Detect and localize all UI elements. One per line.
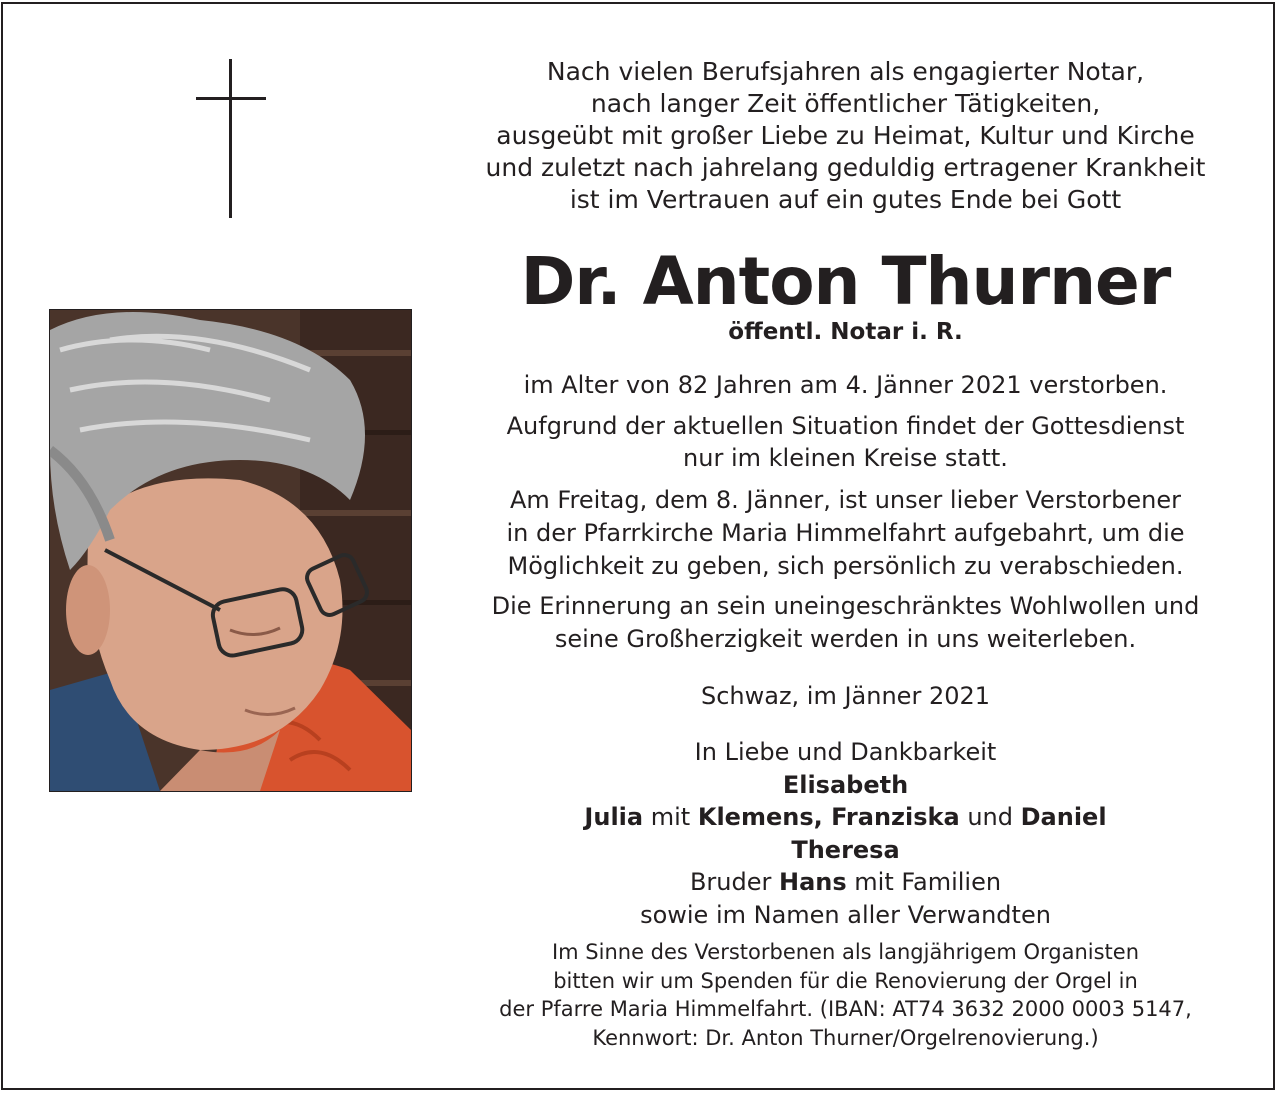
intro-line: nach langer Zeit öffentlicher Tätigkeiten, [590, 89, 1101, 118]
memory-text [473, 590, 1218, 656]
connector-text: und [967, 803, 1013, 831]
relatives-line: sowie im Namen aller Verwandten [640, 900, 1051, 929]
donation-line: der Pfarre Maria Himmelfahrt. (IBAN: AT74 3632 2000 0003 5147, [499, 997, 1192, 1021]
intro-line: ausgeübt mit großer Liebe zu Heimat, Kultur und Kirche [496, 121, 1195, 150]
service-line: nur im kleinen Kreise statt. [683, 444, 1008, 472]
place-date: Schwaz, im Jänner 2021 [700, 682, 991, 710]
obituary-frame [1, 2, 1275, 1090]
family-name: Julia [584, 803, 644, 831]
memory-line: seine Großherzigkeit werden in uns weiterleben. [554, 625, 1137, 653]
family-name: Hans [779, 868, 847, 896]
donation-note [473, 938, 1218, 1052]
donation-line: Kennwort: Dr. Anton Thurner/Orgelrenovierung.) [592, 1025, 1099, 1050]
deceased-name: Dr. Anton Thurner [520, 243, 1171, 320]
connector-text: Bruder [689, 868, 772, 896]
service-line: Aufgrund der aktuellen Situation findet der Gottesdienst [506, 412, 1185, 440]
spouse-name: Elisabeth [782, 770, 909, 799]
family-name: Klemens, Franziska [697, 803, 960, 831]
intro-line: ist im Vertrauen auf ein gutes Ende bei Gott [569, 185, 1122, 214]
viewing-line: Möglichkeit zu geben, sich persönlich zu verabschieden. [507, 552, 1184, 580]
donation-line: bitten wir um Spenden für die Renovierung der Orgel in [553, 968, 1138, 993]
intro-line: und zuletzt nach jahrelang geduldig ertragener Krankheit [485, 153, 1206, 182]
intro-text [473, 56, 1218, 216]
signoff-intro: In Liebe und Dankbarkeit [694, 738, 997, 766]
deceased-title: öffentl. Notar i. R. [728, 319, 963, 345]
cross-icon [196, 59, 266, 219]
age-line: im Alter von 82 Jahren am 4. Jänner 2021 verstorben. [523, 371, 1168, 399]
donation-line: Im Sinne des Verstorbenen als langjährigem Organisten [551, 940, 1140, 964]
service-text [473, 410, 1218, 474]
family-name: Theresa [791, 835, 900, 864]
viewing-line: in der Pfarrkirche Maria Himmelfahrt aufgebahrt, um die [506, 519, 1185, 547]
viewing-text [473, 484, 1218, 583]
memory-line: Die Erinnerung an sein uneingeschränktes Wohlwollen und [491, 592, 1200, 620]
family-name: Daniel [1020, 803, 1107, 831]
viewing-line: Am Freitag, dem 8. Jänner, ist unser lieber Verstorbener [510, 486, 1181, 514]
connector-text: mit [650, 803, 691, 831]
connector-text: mit Familien [854, 868, 1002, 896]
signoff-block [473, 736, 1218, 931]
intro-line: Nach vielen Berufsjahren als engagierter Notar, [546, 57, 1145, 86]
portrait-photo [49, 309, 412, 792]
